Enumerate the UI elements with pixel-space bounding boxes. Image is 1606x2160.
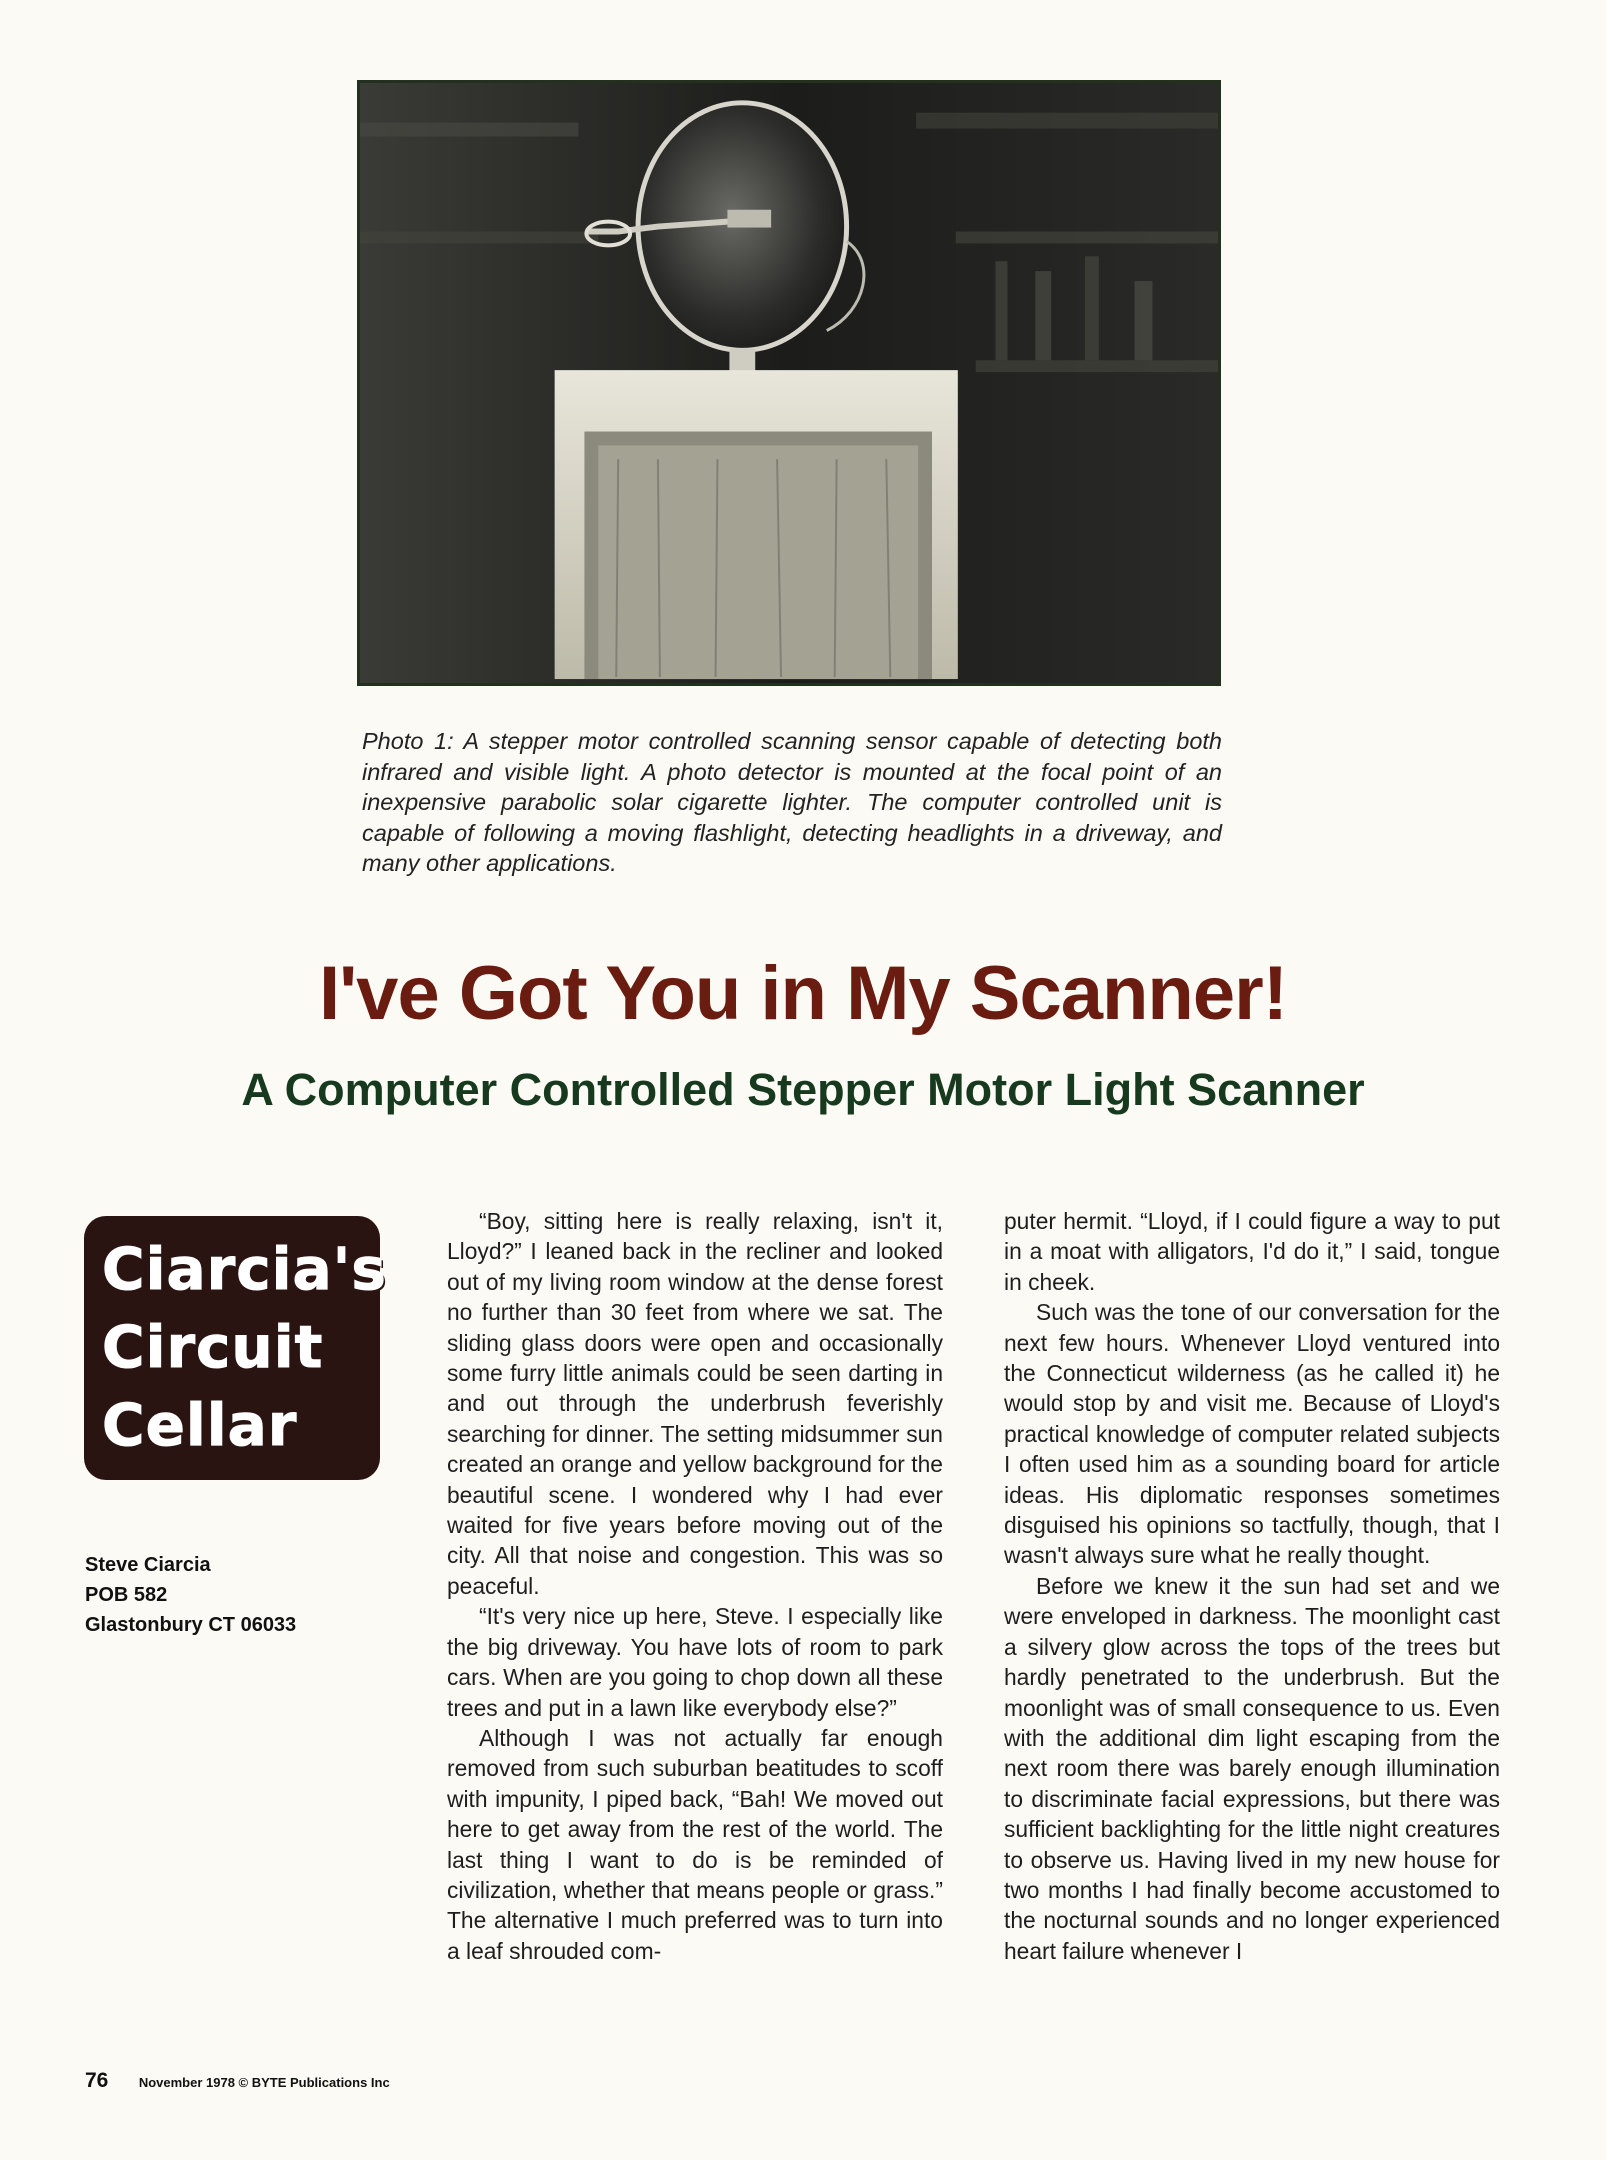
author-address-line-1: POB 582 [85, 1584, 168, 1606]
paragraph: Before we knew it the sun had set and we were enveloped in darkness. The moonlight cast a silvery glow across the tops of the trees but hardly penetrated to the underbrush. But the moonlight was of small consequence to us. Even with the additional dim light escaping from the next room there was barely enough illumination to discriminate facial expressions, but there was sufficient backlighting for the little night creatures to observe us. Having lived in my new house for two months I had finally become accustomed to the nocturnal sounds and no longer experienced heart failure whenever I [1004, 1572, 1500, 1964]
logo-line-1: Ciarcia's [102, 1235, 387, 1303]
body-column-1 [447, 1206, 943, 1966]
page-footer [85, 2069, 390, 2093]
paragraph: “Boy, sitting here is really relaxing, isn't it, Lloyd?” I leaned back in the recliner and looked out of my living room window at the dense forest no further than 30 feet from where we sat. The sliding glass doors were open and occasionally some furry little animals could be seen darting in and out through the underbrush feverishly searching for dinner. The setting midsummer sun created an orange and yellow background for the beautiful scene. I wondered why I had ever waited for five years before moving out of the city. All that noise and congestion. This was so peaceful. [447, 1208, 943, 1599]
article-title: I've Got You in My Scanner! [318, 951, 1287, 1036]
author-address [85, 1550, 296, 1640]
page-number: 76 [85, 2069, 109, 2092]
author-address-line-2: Glastonbury CT 06033 [85, 1614, 297, 1636]
scanner-photo-image [360, 83, 1218, 683]
circuit-cellar-logo [84, 1216, 387, 1480]
author-name: Steve Ciarcia [85, 1554, 211, 1576]
body-column-2 [1004, 1206, 1500, 1966]
article-subtitle: A Computer Controlled Stepper Motor Light Scanner [241, 1064, 1365, 1115]
photo-1 [357, 80, 1221, 686]
photo-caption: Photo 1: A stepper motor controlled scanning sensor capable of detecting both infrared and visible light. A photo detector is mounted at the focal point of an inexpensive parabolic solar cigarette lighter. The computer controlled unit is capable of following a moving flashlight, detecting headlights in a driveway, and many other applications. [362, 728, 1222, 876]
paragraph: puter hermit. “Lloyd, if I could figure a way to put in a moat with alligators, I'd do it,” I said, tongue in cheek. [1004, 1208, 1500, 1295]
paragraph: Although I was not actually far enough removed from such suburban beatitudes to scoff with impunity, I piped back, “Bah! We moved out here to get away from the rest of the world. The last thing I want to do is be reminded of civilization, whether that means people or grass.” The alternative I much preferred was to turn into a leaf shrouded com- [447, 1724, 943, 1964]
logo-line-2: Circuit [102, 1313, 324, 1381]
paragraph: Such was the tone of our conversation for the next few hours. Whenever Lloyd ventured into the Connecticut wilderness (as he called it) he would stop by and visit me. Because of Lloyd's practical knowledge of computer related subjects I often used him as a sounding board for article ideas. His diplomatic responses sometimes disguised his opinions so tactfully, though, that I wasn't always sure what he really thought. [1004, 1299, 1500, 1569]
logo-line-3: Cellar [102, 1391, 298, 1459]
paragraph: “It's very nice up here, Steve. I especially like the big driveway. You have lots of room to park cars. When are you going to chop down all these trees and put in a lawn like everybody else?” [447, 1603, 943, 1721]
publication-credit: November 1978 © BYTE Publications Inc [138, 2075, 390, 2090]
